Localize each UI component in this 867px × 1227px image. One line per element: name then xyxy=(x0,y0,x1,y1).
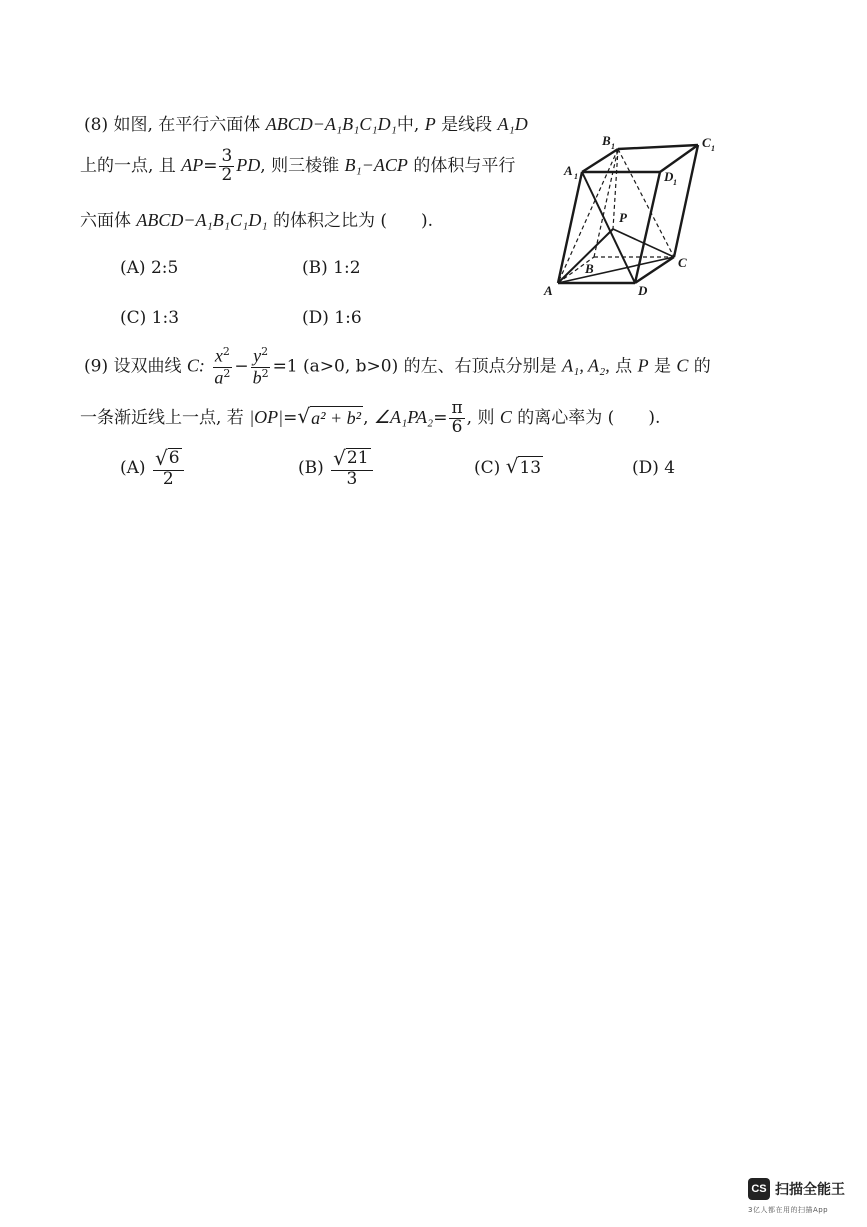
edge-b1-c1 xyxy=(618,145,698,149)
q8-line3: 六面体 ABCD−A₁B₁C₁D₁ 的体积之比为 ( ). xyxy=(80,210,434,231)
q9-x-fraction: $\frac{x^2}{a^2}$ xyxy=(214,345,231,388)
svg-text:1: 1 xyxy=(574,172,578,181)
label-d: D xyxy=(638,283,648,298)
label-c1: C xyxy=(702,135,711,150)
q9-sqrt: √ a² + b² xyxy=(297,403,362,428)
q9-line1: (9) 设双曲线 C: $\frac{x^2}{a^2}$ − $\frac{y^2}{b^2}$ =1 (a>0, b>0) 的左、右顶点分别是 A₁, A₂, 点 P 是 C 的 xyxy=(84,345,711,388)
q9-option-d: (D) 4 xyxy=(632,458,676,478)
parallelepiped-figure xyxy=(540,125,740,305)
label-d1: D xyxy=(664,169,674,184)
q9-angle-fraction: $\frac{\pi}{6}$ xyxy=(451,398,463,437)
q9-option-c: (C) √ 13 xyxy=(474,454,542,478)
svg-text:1: 1 xyxy=(611,142,615,151)
q9-option-b: (B) √ 21 3 xyxy=(298,448,375,489)
label-a1: A xyxy=(564,163,573,178)
q8-number: (8) xyxy=(84,115,109,135)
label-c: C xyxy=(678,255,687,270)
q8-option-b: (B) 1:2 xyxy=(302,258,361,278)
svg-text:1: 1 xyxy=(673,178,677,187)
segment-p-c xyxy=(613,229,674,257)
label-p: P xyxy=(619,210,627,225)
app-tagline: 3亿人都在用的扫描App xyxy=(748,1206,829,1214)
q9-number: (9) xyxy=(84,356,109,377)
q8-option-c: (C) 1:3 xyxy=(120,308,180,328)
q9-line2: 一条渐近线上一点, 若 |OP|= √ a² + b² , ∠A₁PA₂= $\frac{\pi}{6}$ , 则 C 的离心率为 ( ). xyxy=(80,398,661,437)
q8-line1: (8) 如图, 在平行六面体 ABCD−A₁B₁C₁D₁中, P 是线段 A₁D xyxy=(84,114,528,135)
camscanner-logo-icon: CS xyxy=(748,1178,770,1200)
app-name: 扫描全能王 xyxy=(775,1182,845,1198)
label-b1: B xyxy=(602,133,611,148)
q9-y-fraction: $\frac{y^2}{b^2}$ xyxy=(252,345,269,388)
edge-a-a1 xyxy=(558,172,582,283)
segment-b1-c-dashed xyxy=(618,149,674,257)
edge-a1-b1 xyxy=(582,149,618,172)
q8-line2: 上的一点, 且 AP= $\frac{3}{2}$ PD, 则三棱锥 B₁−ACP 的体积与平行 xyxy=(80,146,516,185)
q8-fraction: $\frac{3}{2}$ xyxy=(221,146,233,185)
q9-option-a: (A) √ 6 2 xyxy=(120,448,186,489)
svg-text:1: 1 xyxy=(711,144,715,153)
q8-option-d: (D) 1:6 xyxy=(302,308,362,328)
edge-c-c1 xyxy=(674,145,698,257)
q8-option-a: (A) 2:5 xyxy=(120,258,179,278)
scanner-app-watermark xyxy=(748,1178,858,1218)
label-a: A xyxy=(544,283,553,298)
label-b: B xyxy=(585,261,594,276)
